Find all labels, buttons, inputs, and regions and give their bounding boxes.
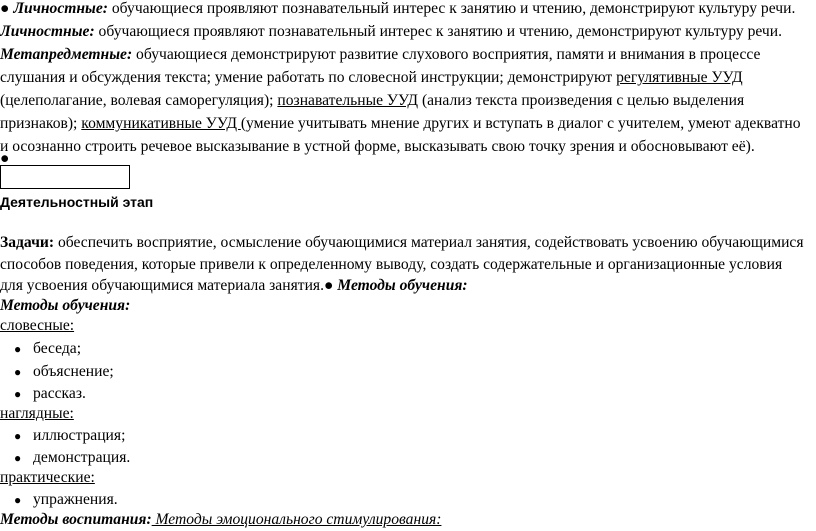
personal-label: Личностные:: [13, 0, 108, 17]
paragraph-text: и осознанно строить речевое высказывание в устной форме, высказывать свою точку зрения и обосновывают её).: [0, 138, 755, 155]
methods-heading: Методы обучения:: [0, 297, 131, 314]
verbal-label: словесные:: [0, 317, 75, 334]
methods-inline-label: Методы обучения:: [333, 277, 468, 294]
tasks-line-2: [0, 253, 782, 276]
cognitive-uud-link[interactable]: познавательные УУД: [277, 92, 419, 109]
list-item-text: беседа;: [33, 340, 82, 357]
list-item: [14, 337, 81, 361]
bullet-icon: ●: [14, 493, 22, 507]
personal-results-line-2: [0, 20, 782, 43]
tasks-text: обеспечить восприятие, осмысление обучающимися материал занятия, содействовать усвоению обучающимися: [54, 234, 804, 251]
bullet-icon: ●: [0, 150, 10, 167]
communicative-uud-link[interactable]: коммуникативные УУД: [81, 115, 241, 132]
paragraph-text: (анализ текста произведения с целью выделения: [418, 92, 745, 109]
bullet-icon: ●: [323, 277, 334, 294]
tasks-text: для усвоения обучающимися материала занятия.: [0, 277, 324, 294]
upbringing-label: Методы воспитания:: [0, 511, 152, 528]
tasks-line-1: [0, 231, 804, 254]
personal-text: обучающиеся проявляют познавательный интерес к занятию и чтению, демонстрируют культуру речи.: [94, 23, 783, 40]
paragraph-text: признаков);: [0, 115, 82, 132]
section-heading: Деятельностный этап: [0, 194, 154, 210]
paragraph-text: (умение учитывать мнение других и вступать в диалог с учителем, умеют адекватно: [240, 115, 801, 132]
paragraph-text: слушания и обсуждения текста; умение работать по словесной инструкции; демонстрируют: [0, 69, 617, 86]
tasks-label: Задачи:: [0, 234, 55, 251]
metasubject-line-2: [0, 66, 743, 89]
metasubject-label: Метапредметные:: [0, 46, 133, 63]
bullet-icon: ●: [14, 365, 22, 379]
bullet-icon: ●: [14, 451, 22, 465]
list-item-text: демонстрация.: [33, 449, 131, 466]
metasubject-line-5: [0, 135, 755, 158]
tasks-text: способов поведения, которые привели к определенному выводу, создать содержательные и организационные условия: [0, 256, 783, 273]
upbringing-text: Методы эмоционального стимулирования:: [151, 511, 442, 528]
list-item-text: рассказ.: [33, 385, 86, 402]
bullet-icon: ●: [14, 429, 22, 443]
personal-label: Личностные:: [0, 23, 95, 40]
metasubject-line: [0, 43, 760, 66]
list-item: [14, 360, 114, 384]
upbringing-line: [0, 508, 441, 531]
list-item-text: упражнения.: [33, 491, 118, 508]
personal-text: обучающиеся проявляют познавательный интерес к занятию и чтению, демонстрируют культуру речи.: [107, 0, 796, 17]
metasubject-text: обучающиеся демонстрируют развитие слухового восприятия, памяти и внимания в процессе: [132, 46, 761, 63]
empty-text-box[interactable]: [0, 165, 130, 189]
regulatory-uud-link[interactable]: регулятивные УУД: [616, 69, 743, 86]
bullet-icon: ●: [0, 0, 10, 17]
visual-label: наглядные:: [0, 405, 74, 422]
practical-label: практические:: [0, 469, 95, 486]
list-item: [14, 424, 125, 448]
personal-results-line-1: [0, 0, 795, 20]
bullet-icon: ●: [14, 387, 22, 401]
metasubject-line-4: [0, 112, 801, 135]
bullet-icon: ●: [14, 342, 22, 356]
list-item-text: объяснение;: [33, 363, 114, 380]
metasubject-line-3: [0, 89, 744, 112]
list-item-text: иллюстрация;: [33, 427, 126, 444]
paragraph-text: (целеполагание, волевая саморегуляция);: [0, 92, 278, 109]
